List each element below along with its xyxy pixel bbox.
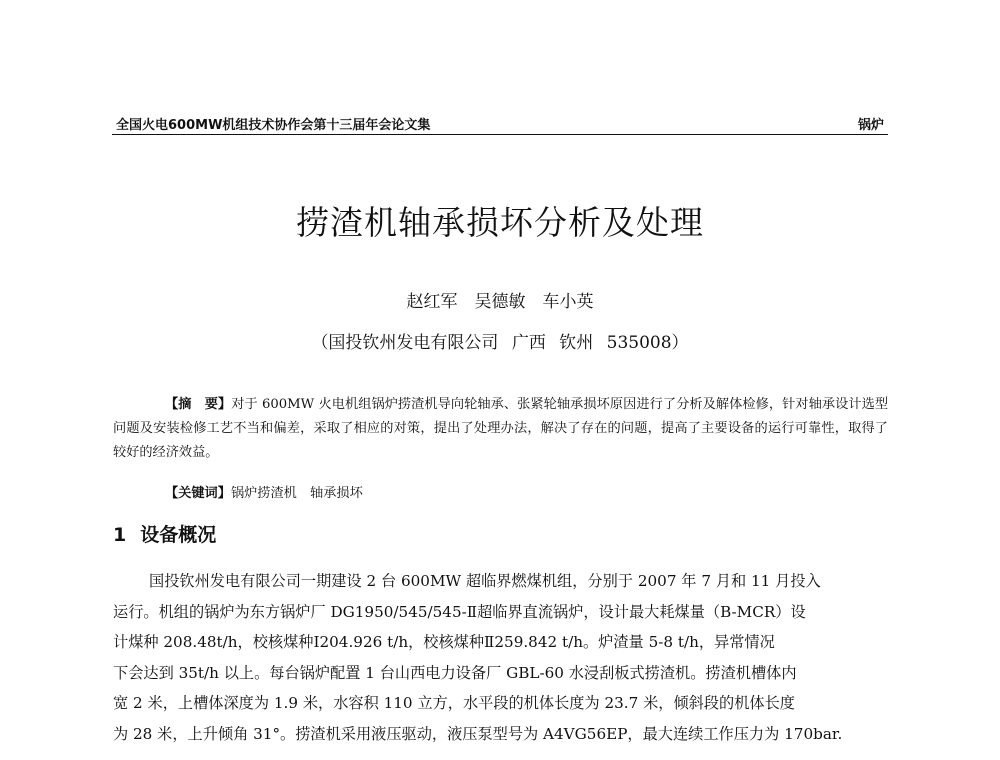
affiliation-city: 钦州	[559, 333, 594, 353]
abstract-text: 对于 600MW 火电机组锅炉捞渣机导向轮轴承、张紧轮轴承损坏原因进行了分析及解体检修，针对轴承设计选型问题及安装检修工艺不当和偏差，采取了相应的对策，提出了处理办法，解决了存在的问题，提高了主要设备的运行可靠性，取得了较好的经济效益。	[113, 397, 888, 460]
header-proceedings-title: 全国火电600MW机组技术协作会第十三届年会论文集	[116, 118, 431, 133]
body-line: 为 28 米，上升倾角 31°。捞渣机采用液压驱动，液压泵型号为 A4VG56EP，最大连续工作压力为 170bar.	[113, 724, 843, 743]
abstract-label: 【摘 要】	[165, 397, 232, 412]
affiliation-org: （国投钦州发电有限公司	[311, 333, 499, 353]
body-line: 国投钦州发电有限公司一期建设 2 台 600MW 超临界燃煤机组，分别于 2007 年 7 月和 11 月投入	[149, 572, 821, 590]
paper-title: 捞渣机轴承损坏分析及处理	[296, 203, 704, 242]
keywords-label: 【关键词】	[165, 486, 231, 501]
section-body	[113, 566, 888, 750]
body-line: 宽 2 米，上槽体深度为 1.9 米，水容积 110 立方，水平段的机体长度为 23.7 米，倾斜段的机体长度	[113, 694, 795, 713]
affiliation	[0, 328, 1000, 353]
body-line: 运行。机组的锅炉为东方锅炉厂 DG1950/545/545-Ⅱ超临界直流锅炉，设计最大耗煤量（B-MCR）设	[113, 602, 806, 621]
section-heading	[113, 520, 216, 547]
affiliation-province: 广西	[511, 333, 546, 353]
affiliation-postcode: 535008）	[606, 333, 689, 353]
keywords-text: 锅炉捞渣机 轴承损坏	[230, 486, 363, 501]
authors: 赵红军 吴德敏 车小英	[406, 292, 594, 312]
keywords	[165, 482, 363, 501]
section-number: 1	[113, 524, 127, 546]
abstract	[113, 393, 888, 465]
section-title: 设备概况	[140, 524, 217, 546]
body-line: 下会达到 35t/h 以上。每台锅炉配置 1 台山西电力设备厂 GBL-60 水浸刮板式捞渣机。捞渣机槽体内	[113, 663, 797, 682]
body-line: 计煤种 208.48t/h，校核煤种Ⅰ204.926 t/h，校核煤种Ⅱ259.842 t/h。炉渣量 5-8 t/h，异常情况	[113, 633, 775, 652]
header-section-label: 锅炉	[857, 118, 884, 133]
running-header	[112, 114, 888, 135]
